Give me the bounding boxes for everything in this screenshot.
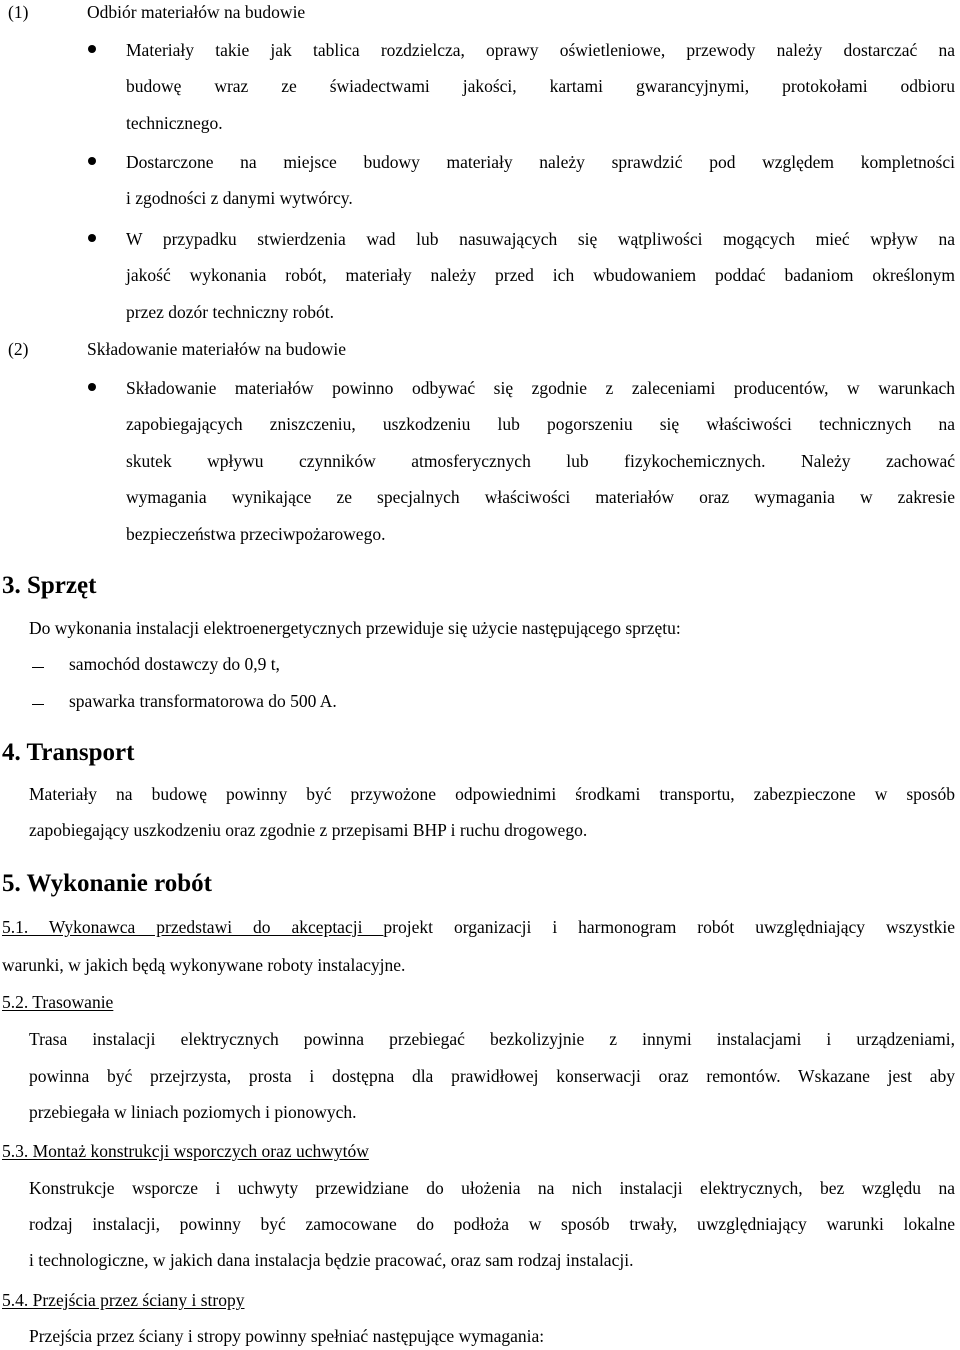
dash-icon [32, 704, 44, 705]
paragraph-line: Materiały na budowę powinny być przywożone odpowiednimi środkami transportu, zabezpieczone w sposób [29, 784, 955, 804]
section-heading: 4. Transport [2, 739, 135, 766]
paragraph-line: zapobiegający uszkodzeniu oraz zgodnie z przepisami BHP i ruchu drogowego. [29, 820, 588, 840]
section-title: Odbiór materiałów na budowie [87, 2, 306, 22]
subsection-heading: 5.4. Przejścia przez ściany i stropy [2, 1290, 245, 1310]
paragraph-line: i technologiczne, w jakich dana instalacja będzie pracować, oraz sam rodzaj instalacji. [29, 1250, 634, 1270]
section-title: Składowanie materiałów na budowie [87, 339, 347, 359]
paragraph-line: i zgodności z danymi wytwórcy. [126, 188, 353, 208]
paragraph-line: przez dozór techniczny robót. [126, 302, 334, 322]
paragraph-line: Dostarczone na miejsce budowy materiały należy sprawdzić pod względem kompletności [126, 152, 955, 172]
dash-icon [32, 667, 44, 668]
bullet-icon [88, 157, 96, 165]
paragraph-line [2, 919, 955, 937]
paragraph-line: wymagania wynikające ze specjalnych właściwości materiałów oraz wymagania w zakresie [126, 487, 955, 507]
paragraph-line: Konstrukcje wsporcze i uchwyty przewidziane do ułożenia na nich instalacji elektrycznych, bez względu na [29, 1178, 955, 1198]
bullet-icon [88, 45, 96, 53]
paragraph-line: technicznego. [126, 113, 223, 133]
paragraph-line: Przejścia przez ściany i stropy powinny spełniać następujące wymagania: [29, 1326, 545, 1346]
paragraph-line: warunki, w jakich będą wykonywane roboty instalacyjne. [2, 955, 406, 975]
list-item: spawarka transformatorowa do 500 A. [69, 691, 337, 711]
paragraph-line: skutek wpływu czynników atmosferycznych lub fizykochemicznych. Należy zachować [126, 451, 955, 471]
paragraph-text: projekt organizacji i harmonogram robót uwzględniający wszystkie [383, 917, 955, 937]
section-heading: 3. Sprzęt [2, 572, 97, 599]
paragraph-line: Materiały takie jak tablica rozdzielcza, oprawy oświetleniowe, przewody należy dostarczać na [126, 40, 955, 60]
paragraph-line: budowę wraz ze świadectwami jakości, kartami gwarancyjnymi, protokołami odbioru [126, 76, 955, 96]
paragraph-line: zapobiegających zniszczeniu, uszkodzeniu lub pogorszeniu się właściwości technicznych na [126, 414, 955, 434]
paragraph-line: Składowanie materiałów powinno odbywać się zgodnie z zaleceniami producentów, w warunkach [126, 378, 955, 398]
paragraph-line: przebiegała w liniach poziomych i pionowych. [29, 1102, 357, 1122]
section-heading: 5. Wykonanie robót [2, 870, 212, 897]
section-number: (2) [8, 339, 29, 359]
paragraph-line: bezpieczeństwa przeciwpożarowego. [126, 524, 386, 544]
subsection-heading: 5.3. Montaż konstrukcji wsporczych oraz uchwytów [2, 1141, 369, 1161]
section-number: (1) [8, 2, 29, 22]
underlined-text: 5.1. Wykonawca przedstawi do akceptacji [2, 917, 384, 937]
bullet-icon [88, 234, 96, 242]
paragraph-line: powinna być przejrzysta, prosta i dostępna dla prawidłowej konserwacji oraz remontów. Wskazane jest aby [29, 1066, 955, 1086]
bullet-icon [88, 383, 96, 391]
paragraph-line: Trasa instalacji elektrycznych powinna przebiegać bezkolizyjnie z innymi instalacjami i urządzeniami, [29, 1029, 955, 1049]
paragraph-line: Do wykonania instalacji elektroenergetycznych przewiduje się użycie następującego sprzętu: [29, 618, 681, 638]
paragraph-line: rodzaj instalacji, powinny być zamocowane do podłoża w sposób trwały, uwzględniający warunki lokalne [29, 1214, 955, 1234]
list-item: samochód dostawczy do 0,9 t, [69, 654, 280, 674]
paragraph-line: W przypadku stwierdzenia wad lub nasuwających się wątpliwości mogących mieć wpływ na [126, 229, 955, 249]
subsection-heading: 5.2. Trasowanie [2, 992, 114, 1012]
paragraph-line: jakość wykonania robót, materiały należy przed ich wbudowaniem poddać badaniom określonym [126, 265, 955, 285]
